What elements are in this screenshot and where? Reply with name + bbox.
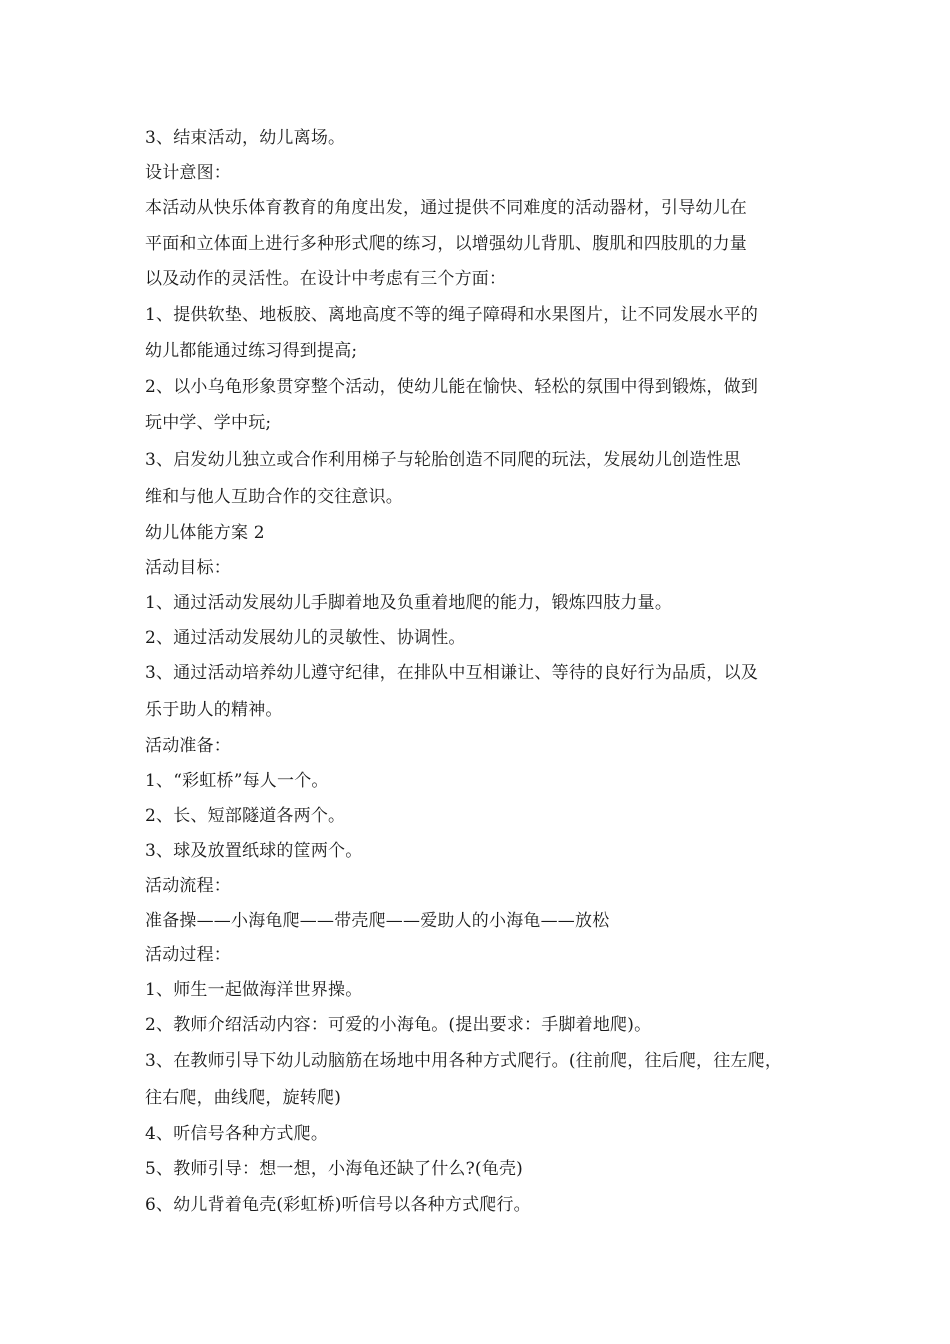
text-line: 1、师生一起做海洋世界操。 [145, 980, 363, 1000]
text-line: 1、通过活动发展幼儿手脚着地及负重着地爬的能力，锻炼四肢力量。 [145, 593, 673, 613]
text-line: 2、以小乌龟形象贯穿整个活动，使幼儿能在愉快、轻松的氛围中得到锻炼，做到 [145, 377, 759, 397]
text-line: 平面和立体面上进行多种形式爬的练习，以增强幼儿背肌、腹肌和四肢肌的力量 [145, 234, 747, 254]
text-line: 4、听信号各种方式爬。 [145, 1124, 329, 1144]
text-line: 2、通过活动发展幼儿的灵敏性、协调性。 [145, 628, 466, 648]
text-line: 往右爬，曲线爬，旋转爬) [145, 1088, 342, 1108]
text-line: 活动准备： [145, 736, 231, 756]
text-line: 活动过程： [145, 945, 231, 965]
text-line: 活动流程： [145, 876, 231, 896]
text-line: 1、提供软垫、地板胶、离地高度不等的绳子障碍和水果图片，让不同发展水平的 [145, 305, 759, 325]
text-line: 1、“彩虹桥”每人一个。 [145, 771, 329, 791]
text-line: 维和与他人互助合作的交往意识。 [145, 487, 403, 507]
text-line: 5、教师引导：想一想，小海龟还缺了什么?(龟壳) [145, 1159, 523, 1179]
text-line: 3、结束活动，幼儿离场。 [145, 128, 346, 148]
section-heading: 幼儿体能方案 2 [145, 523, 265, 543]
text-line: 准备操——小海龟爬——带壳爬——爱助人的小海龟——放松 [145, 911, 610, 931]
text-line: 活动目标： [145, 558, 231, 578]
text-line: 本活动从快乐体育教育的角度出发，通过提供不同难度的活动器材，引导幼儿在 [145, 198, 747, 218]
text-line: 3、在教师引导下幼儿动脑筋在场地中用各种方式爬行。(往前爬，往后爬，往左爬， [145, 1051, 783, 1071]
text-line: 设计意图： [145, 163, 231, 183]
text-line: 2、教师介绍活动内容：可爱的小海龟。(提出要求：手脚着地爬)。 [145, 1015, 652, 1035]
text-line: 幼儿都能通过练习得到提高; [145, 341, 358, 361]
text-line: 玩中学、学中玩; [145, 413, 272, 433]
text-line: 3、球及放置纸球的筐两个。 [145, 841, 363, 861]
text-line: 3、启发幼儿独立或合作利用梯子与轮胎创造不同爬的玩法，发展幼儿创造性思 [145, 450, 741, 470]
text-line: 6、幼儿背着龟壳(彩虹桥)听信号以各种方式爬行。 [145, 1195, 531, 1215]
text-line: 3、通过活动培养幼儿遵守纪律，在排队中互相谦让、等待的良好行为品质，以及 [145, 663, 759, 683]
text-line: 2、长、短部隧道各两个。 [145, 806, 346, 826]
text-line: 以及动作的灵活性。在设计中考虑有三个方面： [145, 269, 507, 289]
text-line: 乐于助人的精神。 [145, 700, 283, 720]
